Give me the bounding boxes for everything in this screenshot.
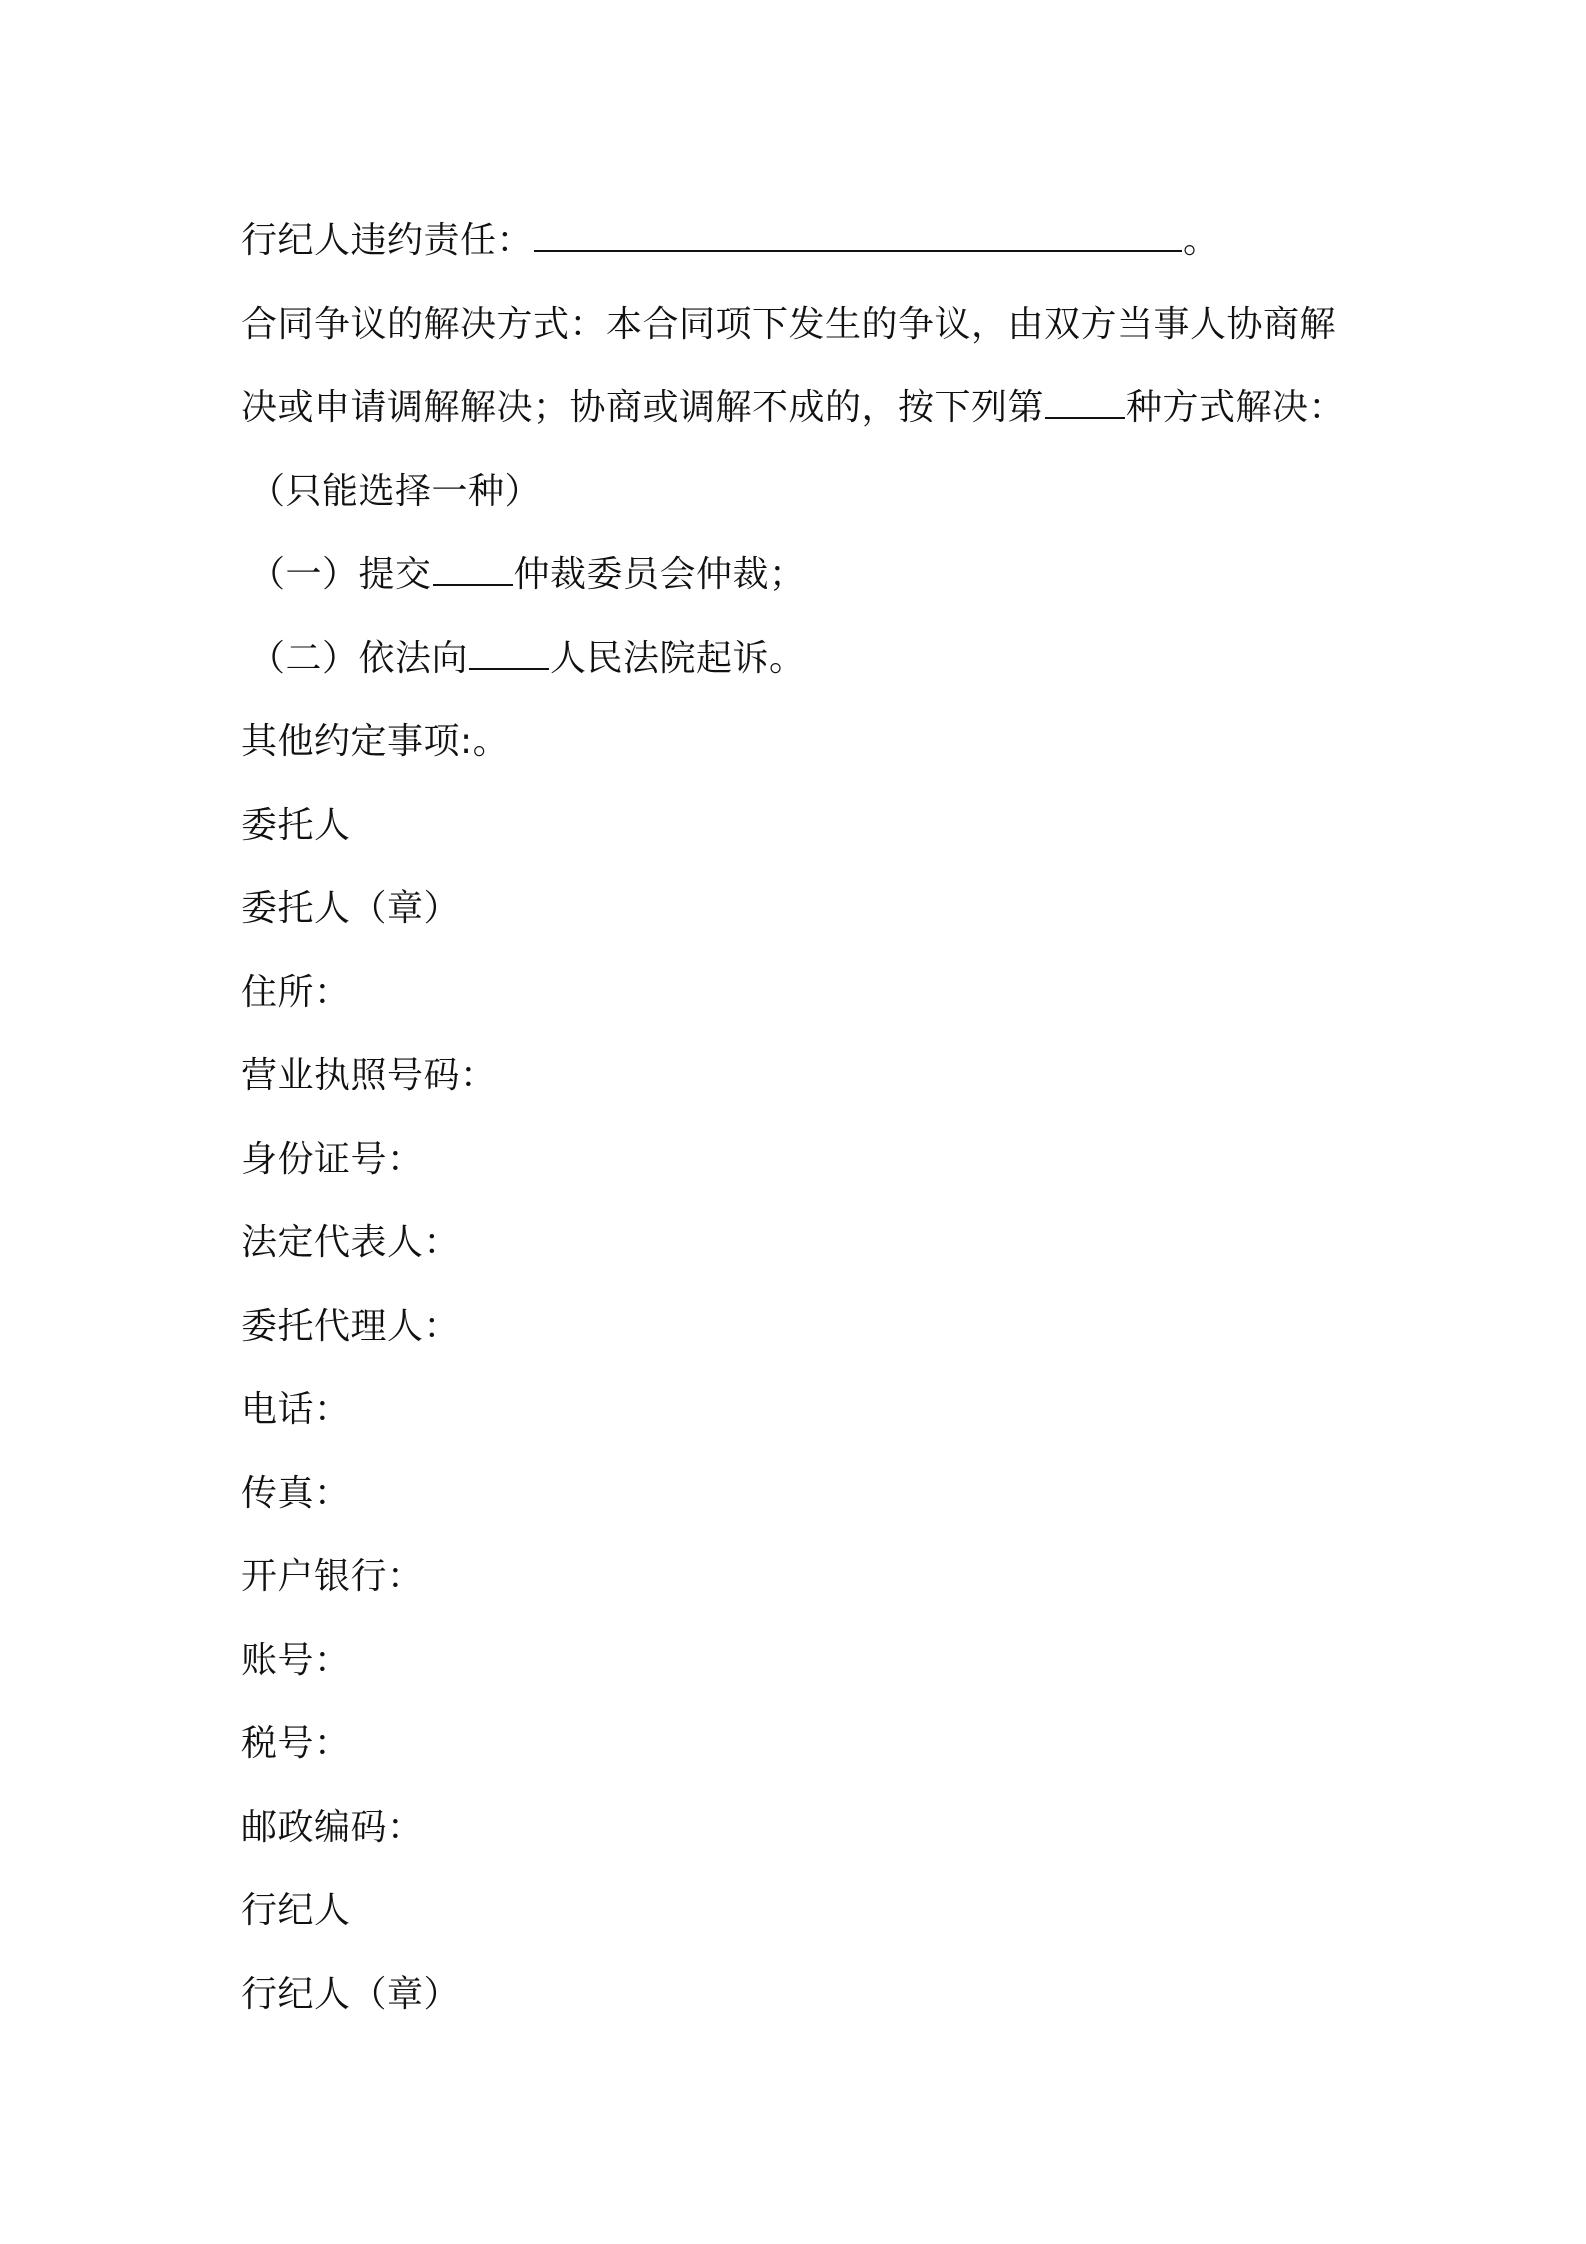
option-arbitration (241, 533, 1371, 617)
people-court-blank[interactable] (469, 638, 549, 670)
principal-field-tax-number: 税号： (241, 1723, 351, 1764)
broker-heading: 行纪人 (241, 1890, 351, 1931)
option-litigation (241, 617, 1371, 701)
principal-field-business-license: 营业执照号码： (241, 1055, 497, 1096)
document-body (241, 199, 1371, 2036)
breach-liability-line (241, 199, 1371, 283)
principal-field-phone: 电话： (241, 1389, 351, 1430)
arbitration-commission-blank[interactable] (433, 554, 513, 586)
dispute-resolution-line-2 (241, 366, 1371, 450)
principal-field-bank: 开户银行： (241, 1556, 424, 1597)
principal-field-postal-code: 邮政编码： (241, 1806, 424, 1848)
option-arbitration-before: （一）提交 (249, 554, 432, 595)
dispute-resolution-before-blank: 决或申请调解解决；协商或调解不成的，按下列第 (241, 387, 1045, 428)
broker-seal: 行纪人（章） (241, 1973, 461, 2015)
option-arbitration-after: 仲裁委员会仲裁； (513, 554, 806, 595)
breach-liability-label: 行纪人违约责任： (241, 220, 534, 261)
dispute-resolution-after-blank: 种方式解决： (1126, 387, 1346, 428)
breach-liability-blank[interactable] (534, 220, 1182, 252)
principal-field-fax: 传真： (241, 1472, 351, 1514)
principal-heading: 委托人 (241, 804, 351, 846)
dispute-method-number-blank[interactable] (1045, 387, 1125, 419)
principal-field-account: 账号： (241, 1639, 351, 1681)
option-litigation-before: （二）依法向 (249, 637, 469, 679)
principal-seal: 委托人（章） (241, 888, 461, 929)
principal-field-legal-representative: 法定代表人： (241, 1222, 461, 1263)
other-matters: 其他约定事项:。 (241, 721, 510, 762)
principal-field-authorized-agent: 委托代理人： (241, 1305, 461, 1347)
dispute-resolution-line-1: 合同争议的解决方式：本合同项下发生的争议，由双方当事人协商解 (241, 303, 1337, 345)
principal-field-address: 住所： (241, 971, 351, 1013)
choose-one-note: （只能选择一种） (249, 470, 542, 512)
breach-liability-end: 。 (1183, 220, 1220, 261)
principal-field-id-number: 身份证号： (241, 1138, 424, 1180)
option-litigation-after: 人民法院起诉。 (550, 637, 806, 679)
